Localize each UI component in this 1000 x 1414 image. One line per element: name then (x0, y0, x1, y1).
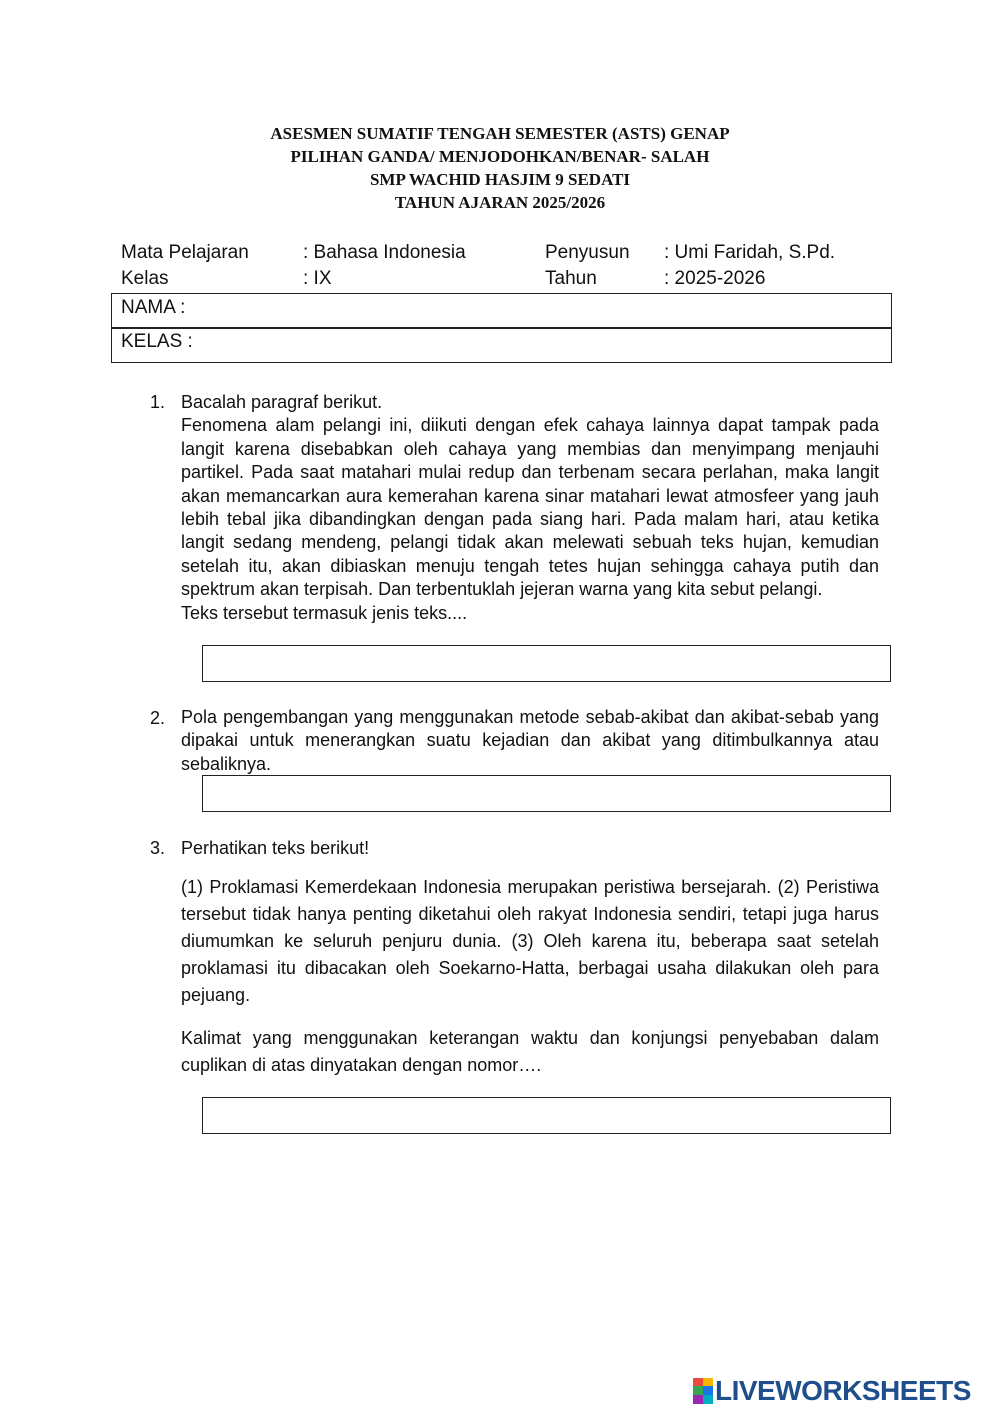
year-label: Tahun (545, 268, 597, 289)
question-2 (181, 706, 879, 776)
question-prompt: Teks tersebut termasuk jenis teks.... (181, 602, 468, 623)
logo-mark-icon (693, 1378, 713, 1404)
answer-box-2[interactable] (202, 775, 891, 812)
question-number: 2. (150, 708, 166, 728)
question-3-paragraph (181, 874, 879, 1009)
class-value: : IX (303, 268, 332, 289)
name-field[interactable] (111, 293, 892, 329)
answer-box-1[interactable] (202, 645, 891, 682)
question-intro: Bacalah paragraf berikut. (181, 392, 383, 412)
question-1 (181, 391, 879, 625)
question-number: 1. (150, 392, 166, 412)
header-subtitle: PILIHAN GANDA/ MENJODOHKAN/BENAR- SALAH (290, 147, 710, 166)
subject-value: : Bahasa Indonesia (303, 242, 466, 263)
class-label: Kelas (121, 268, 169, 289)
header-school: SMP WACHID HASJIM 9 SEDATI (369, 170, 631, 189)
question-3-prompt (181, 1025, 879, 1079)
question-text: Pola pengembangan yang menggunakan metode sebab-akibat dan akibat-sebab yang dipakai untuk menerangkan suatu kejadian dan akibat yang ditimbulkannya atau sebaliknya. (181, 707, 879, 774)
name-label: NAMA : (121, 297, 186, 318)
document-header (0, 122, 1000, 214)
header-title: ASESMEN SUMATIF TENGAH SEMESTER (ASTS) GENAP (270, 124, 730, 143)
info-block (121, 240, 881, 296)
author-label: Penyusun (545, 242, 630, 263)
question-3-intro (181, 837, 879, 860)
question-paragraph: Fenomena alam pelangi ini, diikuti dengan efek cahaya lainnya dapat tampak pada langit karena disebabkan oleh cahaya yang membias dan menyimpang menjauhi partikel. Pada saat matahari mulai redup dan terbenam secara perlahan, maka langit akan memancarkan aura kemerahan karena sinar matahari lewat atmosfeer yang jauh lebih tebal jika dibandingkan dengan pada siang hari. Pada malam hari, atau ketika langit sedang mendeng, pelangi tidak akan melewati sebuah teks hujan, kemudian setelah itu, akan dibiaskan menuju tengah tetes hujan sehingga cahaya putih dan spektrum akan terpisah. Dan terbentuklah jejeran warna yang kita sebut pelangi. (181, 415, 879, 600)
class-field[interactable] (111, 327, 892, 363)
question-paragraph: (1) Proklamasi Kemerdekaan Indonesia merupakan peristiwa bersejarah. (2) Peristiwa tersebut tidak hanya penting diketahui oleh rakyat Indonesia sendiri, tetapi juga harus diumumkan ke seluruh penjuru dunia. (3) Oleh karena itu, beberapa saat setelah proklamasi itu dibacakan oleh Soekarno-Hatta, berbagai usaha dilakukan oleh para pejuang. (181, 877, 879, 1005)
year-value: : 2025-2026 (664, 268, 766, 289)
question-prompt: Kalimat yang menggunakan keterangan waktu dan konjungsi penyebaban dalam cuplikan di atas dinyatakan dengan nomor…. (181, 1028, 879, 1075)
class-field-label: KELAS : (121, 331, 193, 352)
subject-label: Mata Pelajaran (121, 242, 249, 263)
author-value: : Umi Faridah, S.Pd. (664, 242, 836, 263)
question-intro: Perhatikan teks berikut! (181, 838, 370, 858)
question-number: 3. (150, 838, 166, 858)
answer-box-3[interactable] (202, 1097, 891, 1134)
logo-text: LIVEWORKSHEETS (715, 1375, 971, 1406)
liveworksheets-logo (693, 1375, 971, 1407)
header-year: TAHUN AJARAN 2025/2026 (394, 193, 606, 212)
